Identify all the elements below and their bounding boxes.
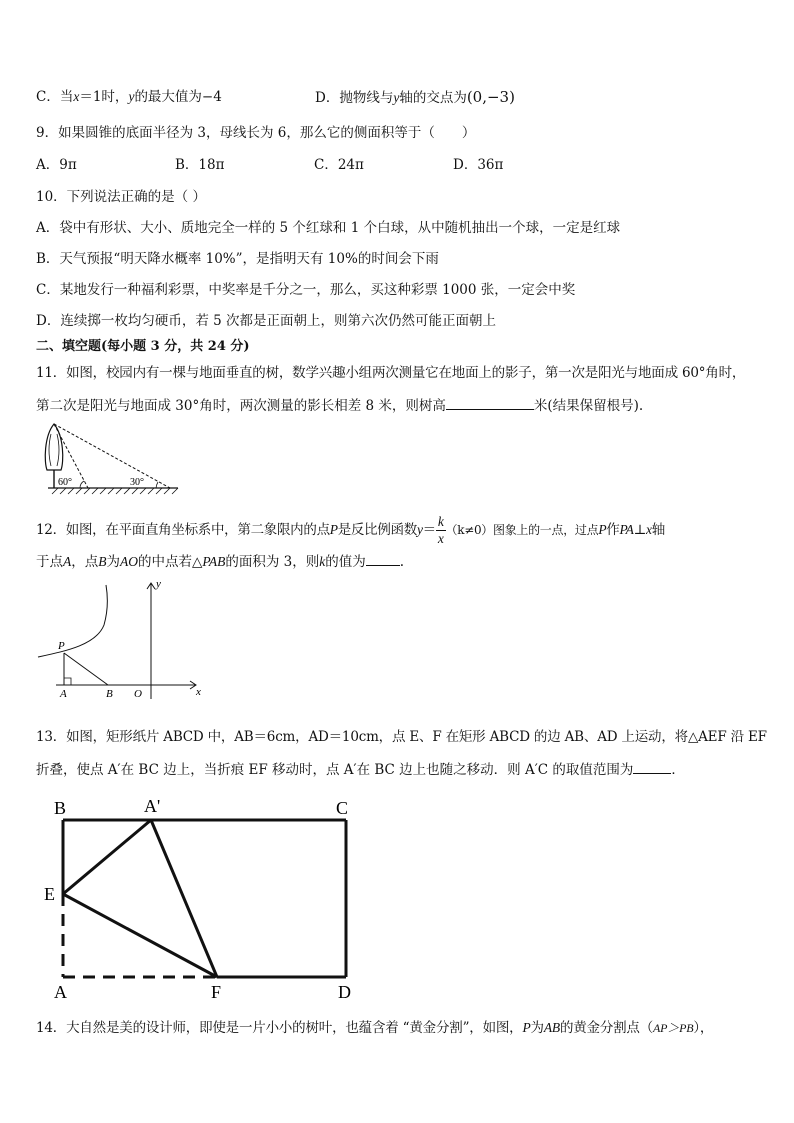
k-over-x-fraction: $\frac{k}{x}$ [437,514,444,546]
vertex-b-label: B [54,798,67,818]
angle-60-label: 60° [58,477,72,488]
q12-line1: 12．如图，在平面直角坐标系中，第二象限内的点P是反比例函数y＝ $\frac{k}{x}$ （k≠0）图象上的一点，过点P作PA⊥x轴 [36,514,665,546]
q10-option-b: B．天气预报“明天降水概率 10%”，是指明天有 10%的时间会下雨 [36,251,439,267]
q13-rectangle-figure [36,790,376,1010]
answer-blank[interactable] [633,759,671,774]
q8-option-c: C．当x＝1时，y的最大值为−4 [36,89,222,105]
q9-option-b: B．18π [175,157,225,173]
angle-30-label: 30° [130,477,144,488]
vertex-d-label: D [338,982,351,1002]
point-p-label: P [58,640,65,652]
q14-line1: 14．大自然是美的设计师，即使是一片小小的树叶，也蕴含着 “黄金分割”，如图，P为AB的黄金分割点（AP＞PB）， [36,1020,714,1036]
q10-option-d: D．连续掷一枚均匀硬币，若 5 次都是正面朝上，则第六次仍然可能正面朝上 [36,313,496,329]
q9-option-c: C．24π [314,157,364,173]
q10-option-a: A．袋中有形状、大小、质地完全一样的 5 个红球和 1 个白球，从中随机抽出一个球，一定是红球 [36,220,621,236]
point-b-label: B [106,688,113,700]
q13-line1: 13．如图，矩形纸片 ABCD 中，AB＝6cm，AD＝10cm，点 E、F 在矩形 ABCD 的边 AB、AD 上运动，将△AEF 沿 EF [36,729,767,745]
vertex-a-prime-label: A' [144,796,161,816]
point-a-label: A [60,688,67,700]
q11-line1: 11．如图，校园内有一棵与地面垂直的树，数学兴趣小组两次测量它在地面上的影子，第一次是阳光与地面成 60°角时， [36,365,746,381]
point-e-label: E [44,884,55,904]
q13-line2: 折叠，使点 A′在 BC 边上，当折痕 EF 移动时，点 A′在 BC 边上也随之移动．则 A′C 的取值范围为 ． [36,759,685,779]
q11-tree-figure [38,418,188,498]
vertex-c-label: C [336,798,349,818]
q12-coordinate-figure [36,575,216,703]
section-title: 二、填空题(每小题 3 分，共 24 分) [36,339,250,354]
q9-stem: 9．如果圆锥的底面半径为 3，母线长为 6，那么它的侧面积等于（ ） [36,125,476,141]
answer-blank[interactable] [446,395,534,410]
q12-line2: 于点A，点B为AO的中点若△PAB的面积为 3，则k的值为 . [36,551,404,571]
answer-blank[interactable] [366,551,400,566]
origin-label: O [134,688,142,700]
y-axis-label: y [156,578,161,590]
q9-option-d: D．36π [453,157,504,173]
hyperbola-curve [38,585,107,657]
q8-option-d: D．抛物线与y轴的交点为(0,−3) [315,88,515,106]
x-axis-label: x [196,686,201,698]
q10-option-c: C．某地发行一种福利彩票，中奖率是千分之一，那么，买这种彩票 1000 张，一定会中奖 [36,282,576,298]
q10-stem: 10．下列说法正确的是（ ） [36,189,206,205]
vertex-a-label: A [54,982,67,1002]
point-f-label: F [211,982,222,1002]
tree-icon [45,424,62,470]
q9-option-a: A．9π [36,157,77,173]
q11-line2: 第二次是阳光与地面成 30°角时，两次测量的影长相差 8 米，则树高 米(结果保留根号). [36,395,643,415]
